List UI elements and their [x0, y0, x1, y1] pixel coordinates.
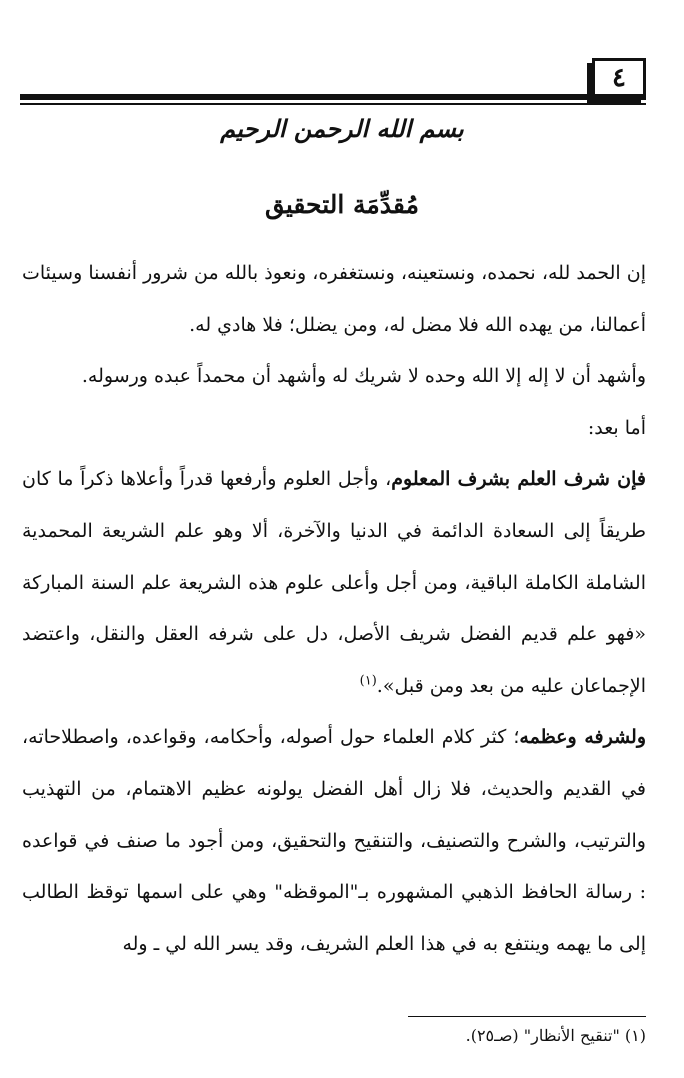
paragraph-text: ، وأجل العلوم وأرفعها قدراً وأعلاها ذكراً ما كان طريقاً إلى السعادة الدائمة في الدنيا والآخرة، ألا وهو علم الشريعة المحمدية الشاملة الكاملة الباقية، ومن أجل وأعلى علوم هذه الشريعة علم السنة المباركة «فهو علم قديم الفضل شريف الأصل، دل على شرفه العقل والنقل، واعتضد الإجماعان عليه من بعد ومن قبل».	[22, 468, 646, 697]
paragraph-text: وأشهد أن لا إله إلا الله وحده لا شريك له وأشهد أن محمداً عبده ورسوله.	[81, 365, 646, 388]
paragraph-2	[22, 351, 646, 403]
paragraph-text: ؛ كثر كلام العلماء حول أصوله، وأحكامه، وقواعده، واصطلاحاته، في القديم والحديث، فلا زال أهل الفضل يولونه عظيم الاهتمام، من التهذيب والترتيب، والشرح والتصنيف، والتنقيح والتحقيق، ومن أجود ما صنف في قواعده : رسالة الحافظ الذهبي المشهوره بـ"الموقظه" وهي على اسمها توقظ الطالب إلى ما يهمه وينتفع به في هذا العلم الشريف، وقد يسر الله لي ـ وله	[22, 726, 647, 955]
paragraph-3	[22, 403, 646, 455]
footnote: (١) "تنقيح الأنظار" (صـ٢٥).	[465, 1026, 646, 1045]
paragraph-text: إن الحمد لله، نحمده، ونستعينه، ونستغفره، ونعوذ بالله من شرور أنفسنا وسيئات أعمالنا، من يهده الله فلا مضل له، ومن يضلل؛ فلا هادي له.	[22, 262, 646, 336]
footnote-ref: (١)	[359, 673, 377, 689]
page-title: مُقدِّمَة التحقيق	[265, 190, 419, 219]
paragraph-lead-bold: فإن شرف العلم بشرف المعلوم	[391, 468, 646, 491]
paragraph-lead-bold: ولشرفه وعظمه	[519, 726, 646, 749]
basmala: بسم الله الرحمن الرحيم	[220, 114, 464, 143]
paragraph-5	[22, 712, 646, 970]
footnote-rule	[408, 1016, 646, 1017]
header-rule	[20, 94, 646, 100]
paragraph-1	[22, 248, 646, 351]
paragraph-text: أما بعد:	[587, 416, 646, 439]
paragraph-4	[22, 454, 646, 712]
header-rule-thin	[20, 103, 646, 105]
page-number: ٤	[592, 58, 646, 98]
body-text	[22, 248, 646, 970]
